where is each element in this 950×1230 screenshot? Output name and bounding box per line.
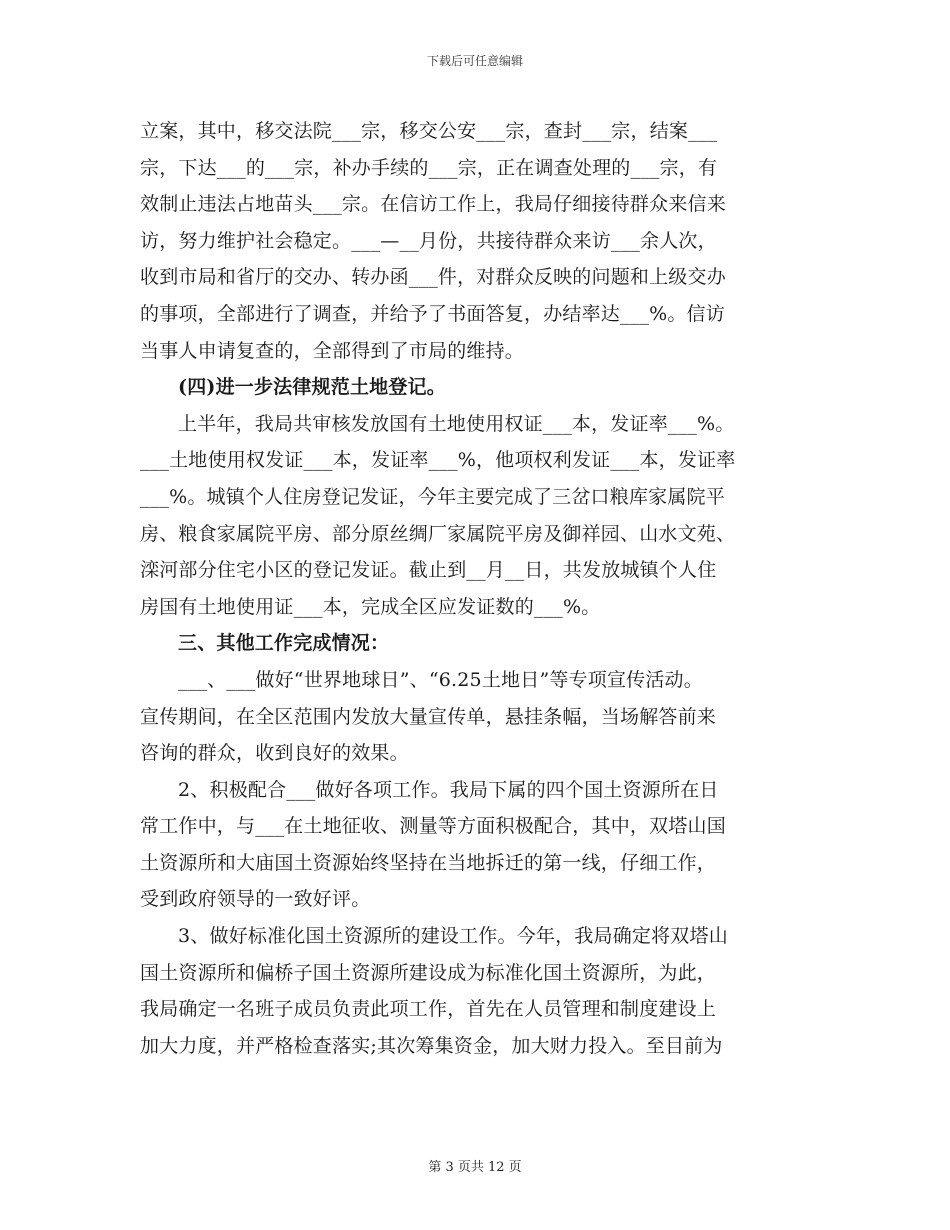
- paragraph-line: 土资源所和大庙国土资源始终坚持在当地拆迁的第一线，仔细工作，: [140, 851, 717, 874]
- paragraph-line: 房、粮食家属院平房、部分原丝绸厂家属院平房及御祥园、山水文苑、: [140, 522, 736, 545]
- paragraph-line: 的事项，全部进行了调查，并给予了书面答复，办结率达___%。信访: [140, 302, 725, 325]
- paragraph-line: 收到市局和省厅的交办、转办函___件，对群众反映的问题和上级交办: [140, 266, 726, 289]
- paragraph-line: 上半年，我局共审核发放国有土地使用权证___本，发证率___%。: [178, 412, 735, 435]
- section-heading-line: (四)进一步法律规范土地登记。: [178, 376, 446, 399]
- paragraph-line: 3、做好标准化国土资源所的建设工作。今年，我局确定将双塔山: [178, 925, 728, 948]
- paragraph-line: ___土地使用权发证___本，发证率___%，他项权利发证___本，发证率: [140, 449, 736, 472]
- paragraph-line: 宣传期间，在全区范围内发放大量宣传单，悬挂条幅，当场解答前来: [140, 705, 717, 728]
- paragraph-line: 滦河部分住宅小区的登记发证。截止到__月__日，共发放城镇个人住: [140, 559, 717, 582]
- paragraph-line: 受到政府领导的一致好评。: [140, 888, 371, 911]
- paragraph-line: 宗，下达___的___宗，补办手续的___宗，正在调查处理的___宗，有: [140, 156, 718, 179]
- header-note: 下载后可任意编辑: [426, 54, 523, 68]
- paragraph-line: 加大力度，并严格检查落实;其次筹集资金，加大财力投入。至目前为: [140, 1034, 723, 1057]
- paragraph-line: 效制止违法占地苗头___宗。在信访工作上，我局仔细接待群众来信来: [140, 193, 726, 216]
- paragraph-line: 当事人申请复查的，全部得到了市局的维持。: [140, 339, 525, 362]
- paragraph-line: 国土资源所和偏桥子国土资源所建设成为标准化国土资源所，为此，: [140, 961, 717, 984]
- page-number: 第 3 页共 12 页: [428, 1160, 522, 1175]
- paragraph-line: 咨询的群众，收到良好的效果。: [140, 742, 409, 765]
- paragraph-line: ___%。城镇个人住房登记发证，今年主要完成了三岔口粮库家属院平: [140, 485, 725, 508]
- document-body: [140, 113, 820, 1064]
- section-heading-line: 三、其他工作完成情况：: [178, 632, 390, 655]
- paragraph-line: 房国有土地使用证___本，完成全区应发证数的___%。: [140, 595, 601, 618]
- paragraph-line: ___、___做好“世界地球日”、“6.25土地日”等专项宣传活动。: [178, 668, 703, 691]
- paragraph-line: 访，努力维护社会稳定。___—__月份，共接待群众来访___余人次，: [140, 229, 717, 252]
- paragraph-line: 2、积极配合___做好各项工作。我局下属的四个国土资源所在日: [178, 778, 719, 801]
- paragraph-line: 立案，其中，移交法院___宗，移交公安___宗，查封___宗，结案___: [140, 120, 718, 142]
- paragraph-line: 常工作中，与___在土地征收、测量等方面积极配合，其中，双塔山国: [140, 815, 726, 838]
- paragraph-line: 我局确定一名班子成员负责此项工作，首先在人员管理和制度建设上: [140, 998, 717, 1021]
